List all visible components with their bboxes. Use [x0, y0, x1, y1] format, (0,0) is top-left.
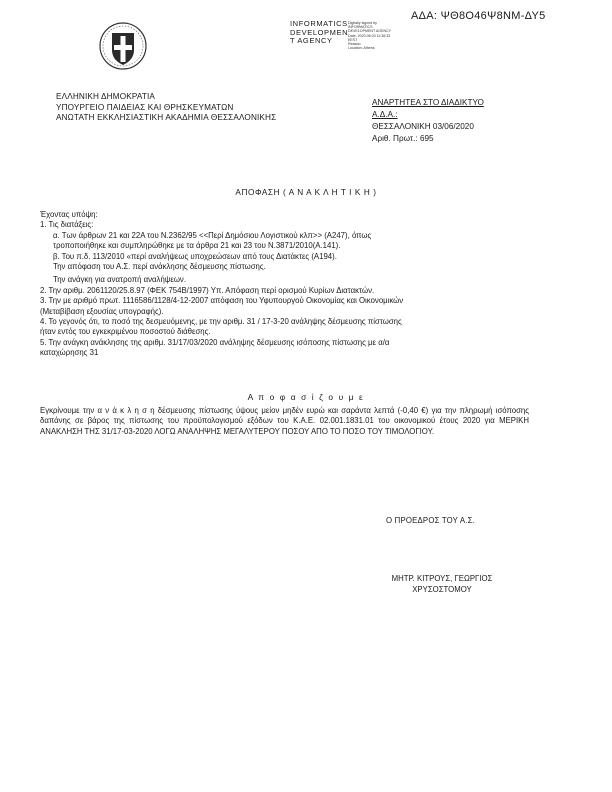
consideration-item-5: 5. Την ανάγκη ανάκλησης της αριθμ. 31/17/03/2020 ανάληψης δέσμευσης ισόποσης πίστωσης με α/α: [40, 337, 390, 347]
organization-line: ΑΝΩΤΑΤΗ ΕΚΚΛΗΣΙΑΣΤΙΚΗ ΑΚΑΔΗΜΙΑ ΘΕΣΣΑΛΟΝΙΚΗΣ: [56, 113, 277, 122]
decide-heading: Α π ο φ α σ ί ζ ο υ μ ε: [247, 392, 365, 402]
consideration-item-3: 3. Την με αριθμό πρωτ. 1116586/1128/4-12-2007 απόφαση του Υφυπουργού Οικονομίας και Οικονομικών: [40, 296, 404, 306]
consideration-item-3-cont: (Μεταβίβαση εξουσίας υπογραφής).: [40, 306, 164, 316]
protocol-number: Αριθ. Πρωτ.: 695: [372, 134, 434, 143]
consideration-item-2: 2. Την αριθμ. 2061120/25.8.97 (ΦΕΚ 754Β/1997) Υπ. Απόφαση περί ορισμού Κυρίων Διατακτών.: [40, 285, 375, 295]
signer-name-block: [372, 573, 512, 595]
place-date: ΘΕΣΣΑΛΟΝΙΚΗ 03/06/2020: [372, 122, 474, 131]
signature-line: INFORMATICS: [290, 19, 348, 28]
ada-number: ΑΔΑ: ΨΘ8Ο46Ψ8ΝΜ-ΔΥ5: [411, 10, 546, 22]
digital-signature-details: [348, 21, 391, 50]
organization-block: [56, 92, 276, 124]
consideration-item-4-cont: ήταν εντός του εγκεκριμένου ποσοστού διάθεσης.: [40, 327, 211, 337]
signature-meta-line: EEST: [348, 37, 358, 42]
signature-line: DEVELOPMEN: [290, 27, 349, 37]
ada-label: Α.Δ.Α.:: [372, 110, 398, 119]
consideration-item-1a-cont: τροποποιήθηκε και συμπληρώθηκε με τα άρθρα 21 και 23 του Ν.3871/2010(Α.141).: [53, 241, 341, 251]
organization-line: ΕΛΛΗΝΙΚΗ ΔΗΜΟΚΡΑΤΙΑ: [56, 92, 156, 101]
publication-block: [372, 97, 484, 145]
signature-meta-line: Location: Athens: [348, 46, 375, 51]
signer-name-cont: ΧΡΥΣΟΣΤΟΜΟΥ: [412, 585, 472, 594]
president-title: Ο ΠΡΟΕΔΡΟΣ ΤΟΥ Α.Σ.: [386, 516, 476, 525]
decision-text: Εγκρίνουμε την α ν ά κ λ η σ η δέσμευσης πίστωσης ύψους μείον μηδέν ευρώ και σαράντα λεπτά (-0,40 €) για την πληρωμή ισόποσης δαπάνης σε βάρος της πίστωσης του προϋπολογισμού εξόδων του Κ.Α.Ε. 02.001.1831.01 του οικονομικού έτους 2020 για ΜΕΡΙΚΗ ΑΝΑΚΛΗΣΗ ΤΗΣ 31/17-03-2020 ΛΟΓΩ ΑΝΑΛΗΨΗΣ ΜΕΓΑΛΥΤΕΡΟΥ ΠΟΣΟΥ ΑΠΟ ΤΟ ΠΟΣΟ ΤΟΥ ΤΙΜΟΛΟΓΙΟΥ.: [40, 406, 529, 436]
organization-line: ΥΠΟΥΡΓΕΙΟ ΠΑΙΔΕΙΑΣ ΚΑΙ ΘΡΗΣΚΕΥΜΑΤΩΝ: [56, 102, 234, 112]
decision-title: ΑΠΟΦΑΣΗ ( Α Ν Α Κ Λ Η Τ Ι Κ Η ): [235, 188, 377, 197]
publication-title: ΑΝΑΡΤΗΤΕΑ ΣΤΟ ΔΙΑΔΙΚΤΥΟ: [372, 98, 484, 107]
considerations-intro: Έχοντας υπόψη:: [40, 210, 98, 219]
signature-meta-line: DEVELOPMENT AGENCY: [348, 29, 392, 34]
consideration-item-1b: β. Του π.δ. 113/2010 «περί αναλήψεως υποχρεώσεων από τους Διατάκτες (Α194).: [53, 251, 337, 261]
signature-meta-line: Date: 2020.06.03 11:36:33: [348, 33, 391, 38]
signature-meta-line: Reason:: [348, 42, 362, 47]
consideration-item-1c: Την απόφαση του Α.Σ. περί ανάκλησης δέσμευσης πίστωσης.: [53, 262, 266, 272]
consideration-item-1d: Την ανάγκη για ανατροπή αναλήψεων.: [53, 275, 186, 285]
signature-line: T AGENCY: [290, 36, 333, 46]
signature-meta-line: INFORMATICS: [348, 25, 373, 30]
digital-signature-label: [290, 20, 348, 46]
consideration-item-5-cont: καταχώρησης 31: [40, 348, 99, 358]
consideration-item-1a: α. Των άρθρων 21 και 22Α του Ν.2362/95 <<Περί Δημόσιου Λογιστικού κλπ>> (Α247), όπως: [53, 230, 372, 240]
consideration-item-1: 1. Τις διατάξεις:: [40, 220, 94, 230]
signer-name: ΜΗΤΡ. ΚΙΤΡΟΥΣ, ΓΕΩΡΓΙΟΣ: [391, 574, 493, 583]
considerations-block: [40, 210, 530, 359]
greek-emblem-icon: [99, 20, 147, 72]
consideration-item-4: 4. Το γεγονός ότι, το ποσό της δεσμευόμενης, με την αριθμ. 31 / 17-3-20 ανάληψης δέσμευσης πίστωσης: [40, 317, 402, 327]
signature-meta-line: Digitally signed by: [348, 21, 377, 25]
